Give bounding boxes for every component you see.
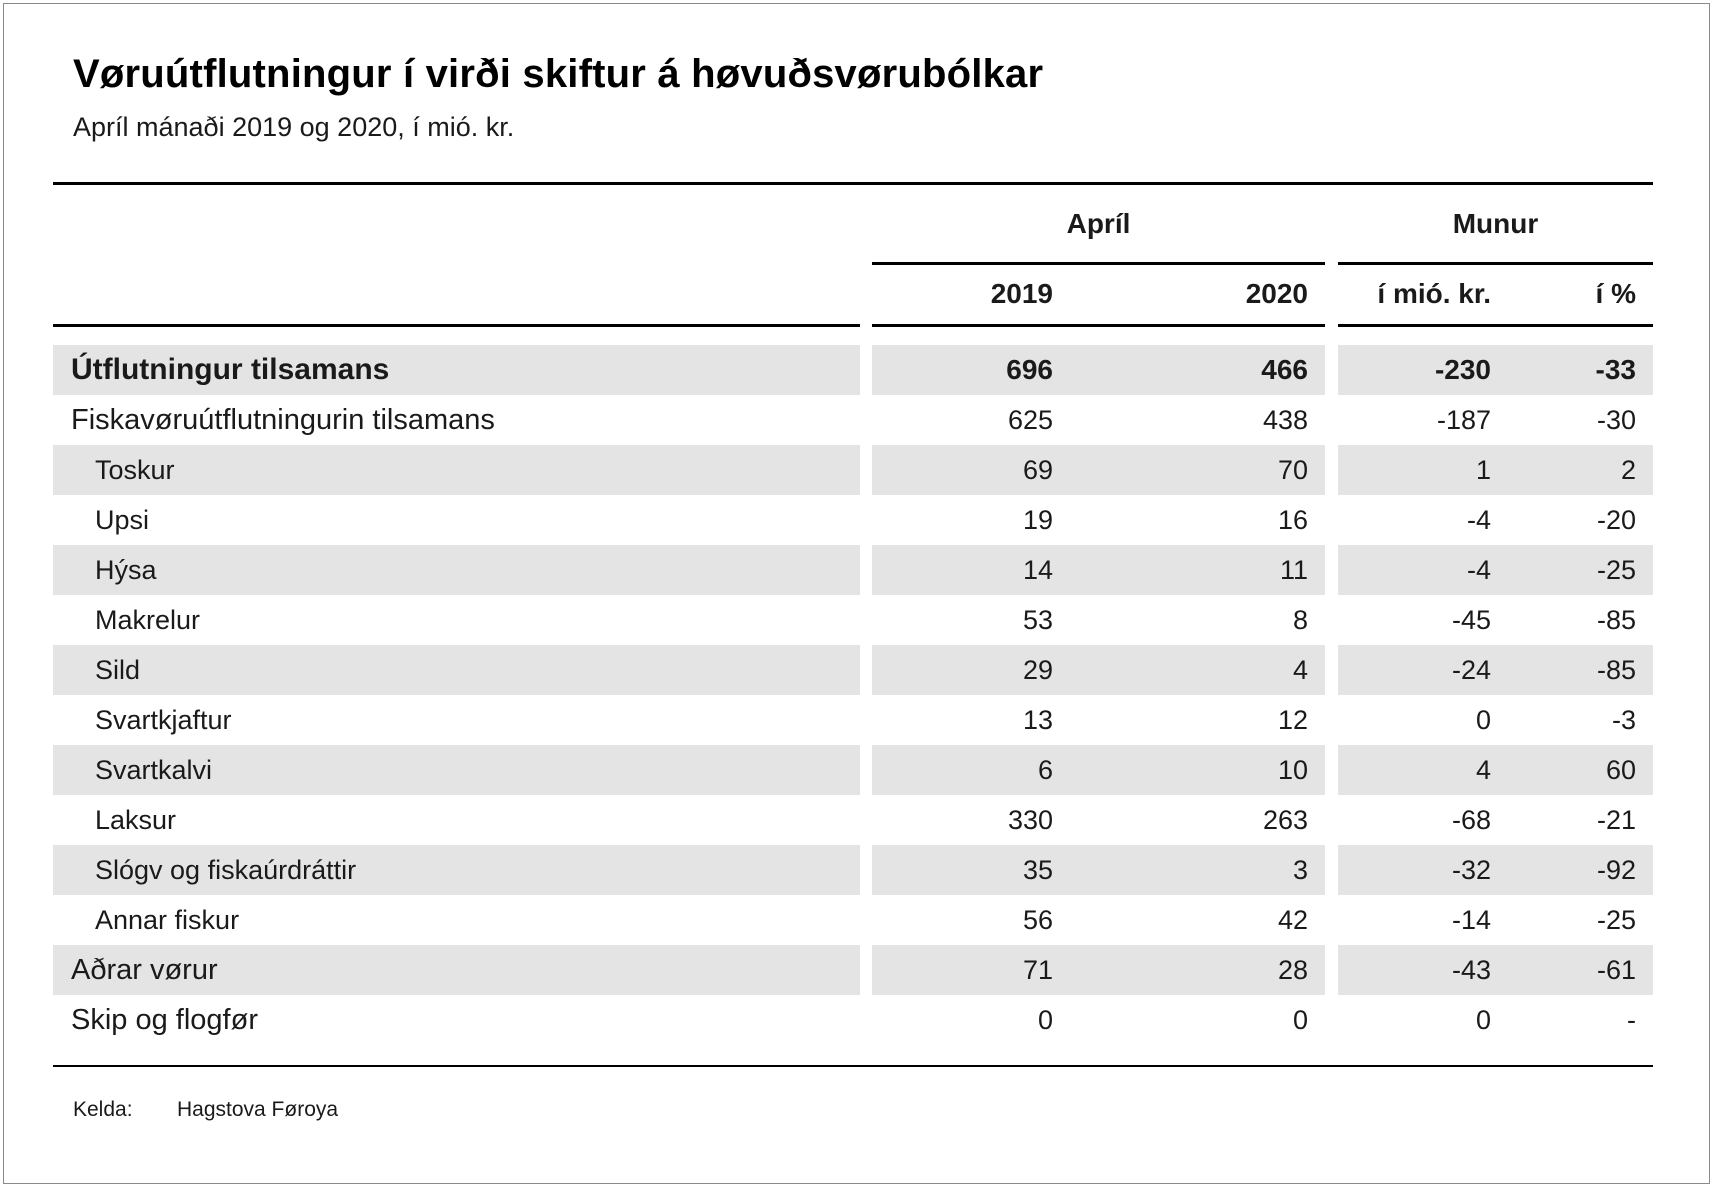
munur-values [1338,795,1653,845]
april-values [872,745,1325,795]
april-values [872,845,1325,895]
value-2019: 56 [1022,905,1053,935]
value-diff-percent: -25 [1596,555,1636,585]
value-2020: 466 [1261,354,1308,385]
munur-column-headers [1338,265,1653,327]
value-2020: 10 [1277,755,1308,785]
value-diff-percent: -92 [1596,855,1636,885]
value-2020: 70 [1277,455,1308,485]
value-diff-percent: -3 [1611,705,1636,735]
column-gap [860,495,872,545]
column-gap [1325,645,1338,695]
april-values [872,495,1325,545]
column-gap [860,395,872,445]
column-gap [860,695,872,745]
value-2020: 263 [1262,805,1308,835]
row-label: Hýsa [53,545,860,595]
column-gap [1325,995,1338,1045]
column-gap [1325,695,1338,745]
april-column-headers [872,265,1325,327]
value-2020: 4 [1292,655,1308,685]
column-gap [860,185,872,265]
column-gap [1325,595,1338,645]
row-label: Slógv og fiskaúrdráttir [53,845,860,895]
value-diff-percent: 60 [1605,755,1636,785]
value-2020: 8 [1292,605,1308,635]
page-subtitle: Apríl mánaði 2019 og 2020, í mió. kr. [73,112,515,142]
column-gap [860,645,872,695]
munur-values [1338,395,1653,445]
value-2019: 330 [1007,805,1053,835]
value-diff-percent: -25 [1596,905,1636,935]
column-gap [860,945,872,995]
table-row [53,795,1653,845]
column-group-munur: Munur [1338,185,1653,265]
column-gap [860,845,872,895]
munur-values [1338,345,1653,395]
value-2019: 35 [1022,855,1053,885]
value-2020: 12 [1277,705,1308,735]
column-gap [860,895,872,945]
column-gap [1325,795,1338,845]
row-label: Toskur [53,445,860,495]
row-label: Aðrar vørur [53,945,860,995]
column-gap [860,265,872,327]
row-label: Skip og flogfør [71,1004,258,1036]
april-values [872,595,1325,645]
value-diff-mio-kr: -43 [1451,955,1491,985]
source-value: Hagstova Føroya [177,1098,339,1121]
value-diff-mio-kr: -24 [1451,655,1491,685]
column-gap [1325,395,1338,445]
munur-values [1338,745,1653,795]
value-2019: 13 [1022,705,1053,735]
page-title: Vøruútflutningur í virði skiftur á høvuðsvørubólkar [73,52,1044,96]
april-values [872,945,1325,995]
table-row [53,995,1653,1045]
column-gap [860,595,872,645]
value-2020: 42 [1277,905,1308,935]
value-2020: 0 [1292,1005,1308,1035]
value-diff-percent: -33 [1595,354,1636,385]
row-label: Makrelur [95,605,201,635]
column-gap [1325,845,1338,895]
table-row [53,395,1653,445]
table-row [53,695,1653,745]
value-2019: 71 [1022,955,1053,985]
value-2019: 14 [1022,555,1053,585]
value-2019: 0 [1037,1005,1053,1035]
value-diff-mio-kr: -230 [1434,354,1491,385]
value-diff-mio-kr: -68 [1451,805,1491,835]
row-label: Útflutningur tilsamans [53,345,860,395]
column-gap [1325,185,1338,265]
value-diff-mio-kr: 0 [1475,705,1491,735]
column-gap [1325,545,1338,595]
value-diff-mio-kr: 0 [1475,1005,1491,1035]
munur-values [1338,545,1653,595]
munur-values [1338,695,1653,745]
column-gap [860,345,872,395]
value-2019: 69 [1022,455,1053,485]
empty-header-cell [53,265,860,327]
munur-values [1338,995,1653,1045]
munur-values [1338,945,1653,995]
value-2020: 438 [1262,405,1308,435]
column-header-2019: 2019 [990,278,1053,309]
column-header-mio-kr: í mió. kr. [1377,278,1491,309]
april-values [872,445,1325,495]
value-diff-percent: -30 [1596,405,1636,435]
column-gap [1325,445,1338,495]
column-header-2020: 2020 [1245,278,1308,309]
value-2019: 625 [1007,405,1053,435]
value-2020: 11 [1279,555,1308,585]
value-diff-mio-kr: -187 [1436,405,1491,435]
april-values [872,645,1325,695]
column-gap [860,545,872,595]
table-row [53,595,1653,645]
column-gap [1325,945,1338,995]
value-2019: 696 [1006,354,1053,385]
bottom-rule [53,1065,1653,1067]
table-group-header-row [53,185,1653,265]
table-column-header-row [53,265,1653,327]
value-2019: 53 [1022,605,1053,635]
april-values [872,395,1325,445]
april-values [872,545,1325,595]
value-2020: 16 [1277,505,1308,535]
table-row [53,895,1653,945]
table-row [53,495,1653,545]
april-values [872,695,1325,745]
value-diff-mio-kr: 4 [1475,755,1491,785]
row-label: Laksur [95,805,177,835]
table-row [53,345,1653,395]
value-diff-percent: - [1627,1005,1636,1035]
column-gap [1325,345,1338,395]
column-gap [1325,265,1338,327]
value-diff-mio-kr: -14 [1451,905,1491,935]
april-values [872,995,1325,1045]
value-2019: 6 [1037,755,1053,785]
value-2020: 28 [1277,955,1308,985]
munur-values [1338,645,1653,695]
column-header-percent: í % [1595,278,1636,309]
value-diff-percent: -20 [1596,505,1636,535]
source-note [73,1098,338,1122]
column-gap [860,795,872,845]
munur-values [1338,845,1653,895]
column-gap [860,445,872,495]
value-diff-percent: -21 [1596,805,1636,835]
value-diff-percent: 2 [1620,455,1636,485]
column-gap [1325,895,1338,945]
value-2019: 29 [1022,655,1053,685]
header-body-spacer [53,327,1653,345]
row-label: Svartkjaftur [95,705,232,735]
value-diff-mio-kr: 1 [1475,455,1491,485]
column-gap [860,745,872,795]
value-2019: 19 [1022,505,1053,535]
table-row [53,445,1653,495]
row-label: Svartkalvi [53,745,860,795]
source-label: Kelda: [73,1098,133,1121]
column-group-april: Apríl [872,185,1325,265]
table-row [53,745,1653,795]
row-label: Sild [53,645,860,695]
value-2020: 3 [1292,855,1308,885]
munur-values [1338,495,1653,545]
column-gap [860,995,872,1045]
munur-values [1338,895,1653,945]
row-label: Fiskavøruútflutningurin tilsamans [71,404,495,436]
export-value-table [53,182,1653,1067]
april-values [872,345,1325,395]
munur-values [1338,595,1653,645]
table-row [53,545,1653,595]
value-diff-mio-kr: -4 [1466,505,1491,535]
table-row [53,945,1653,995]
table-row [53,645,1653,695]
value-diff-percent: -85 [1596,655,1636,685]
row-label: Annar fiskur [95,905,240,935]
column-gap [1325,745,1338,795]
value-diff-mio-kr: -4 [1466,555,1491,585]
value-diff-mio-kr: -32 [1451,855,1491,885]
empty-header-cell [53,185,860,265]
value-diff-percent: -85 [1596,605,1636,635]
munur-values [1338,445,1653,495]
column-gap [1325,495,1338,545]
value-diff-mio-kr: -45 [1451,605,1491,635]
april-values [872,895,1325,945]
table-row [53,845,1653,895]
april-values [872,795,1325,845]
table-body [53,345,1653,1045]
row-label: Upsi [95,505,150,535]
value-diff-percent: -61 [1596,955,1636,985]
